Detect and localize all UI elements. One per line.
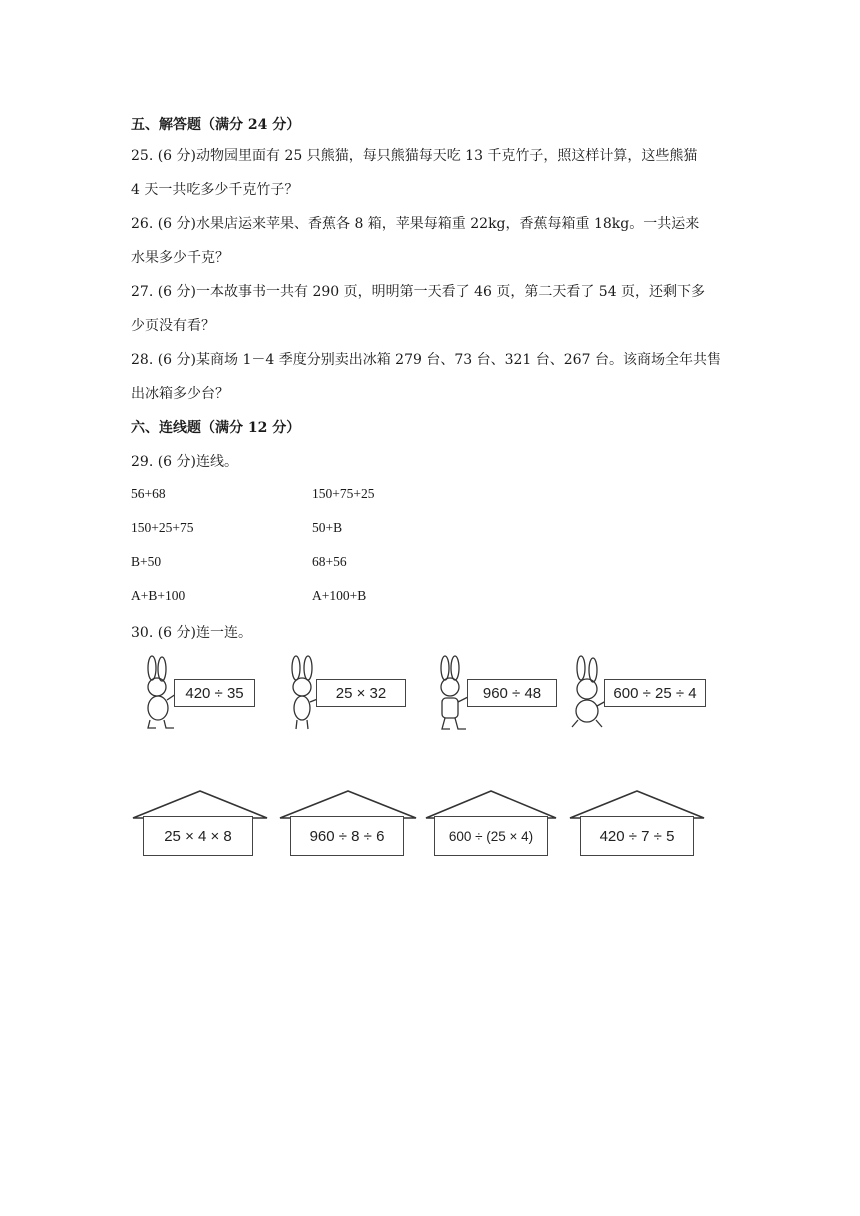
q28-line-1: 28. (6 分)某商场 1－4 季度分别卖出冰箱 279 台、73 台、321 台、267 台。该商场全年共售 [131, 352, 721, 368]
house-roof-icon [133, 789, 267, 819]
rabbit-sign: 960 ÷ 48 [467, 679, 557, 707]
q29-left-item: 56+68 [131, 486, 166, 501]
q27-line-2: 少页没有看？ [131, 318, 215, 334]
section-5-heading: 五、解答题（满分 24 分） [131, 117, 301, 133]
q29-left-item: A+B+100 [131, 588, 186, 603]
q27-line-1: 27. (6 分)一本故事书一共有 290 页，明明第一天看了 46 页，第二天看了 54 页，还剩下多 [131, 284, 706, 300]
rabbit-sign: 420 ÷ 35 [174, 679, 255, 707]
house-expression: 420 ÷ 7 ÷ 5 [580, 816, 694, 856]
q29-right-item: A+100+B [312, 588, 367, 603]
q29-right-item: 150+75+25 [312, 486, 375, 501]
rabbit-icon [432, 656, 472, 732]
house-expression: 25 × 4 × 8 [143, 816, 253, 856]
house-roof-icon [570, 789, 704, 819]
house-roof-icon [426, 789, 556, 819]
house-roof-icon [280, 789, 416, 819]
house-expression: 600 ÷ (25 × 4) [434, 816, 548, 856]
q25-line-2: 4 天一共吃多少千克竹子？ [131, 182, 299, 198]
q30-title: 30. (6 分)连一连。 [131, 625, 252, 641]
q29-title: 29. (6 分)连线。 [131, 454, 238, 470]
q28-line-2: 出冰箱多少台？ [131, 386, 229, 402]
q25-line-1: 25. (6 分)动物园里面有 25 只熊猫，每只熊猫每天吃 13 千克竹子，照这样计算，这些熊猫 [131, 148, 698, 164]
q26-line-2: 水果多少千克？ [131, 250, 229, 266]
q29-right-item: 50+B [312, 520, 343, 535]
rabbit-icon [566, 656, 608, 732]
q29-right-item: 68+56 [312, 554, 347, 569]
section-6-heading: 六、连线题（满分 12 分） [131, 420, 301, 436]
q29-left-item: 150+25+75 [131, 520, 194, 535]
q29-left-item: B+50 [131, 554, 162, 569]
rabbit-sign: 600 ÷ 25 ÷ 4 [604, 679, 706, 707]
house-expression: 960 ÷ 8 ÷ 6 [290, 816, 404, 856]
q26-line-1: 26. (6 分)水果店运来苹果、香蕉各 8 箱，苹果每箱重 22kg，香蕉每箱重 18kg。一共运来 [131, 216, 700, 232]
rabbit-sign: 25 × 32 [316, 679, 406, 707]
